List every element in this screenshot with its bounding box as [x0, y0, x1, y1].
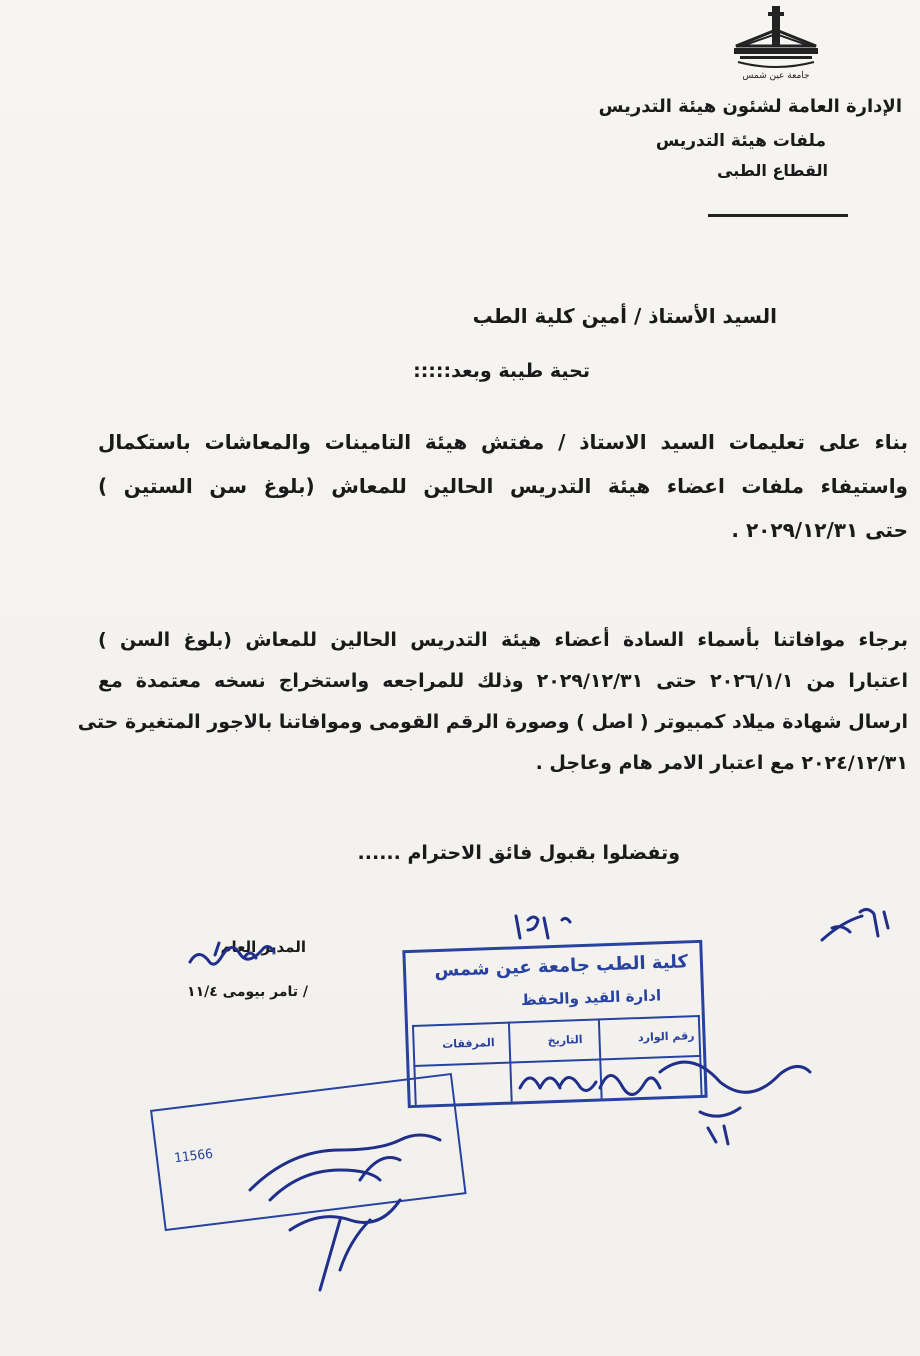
date-note — [516, 916, 570, 938]
secondary-stamp — [150, 1072, 472, 1229]
signature-name: / تامر بيومى ١١/٤ — [187, 984, 308, 1000]
stamp-faculty: كلية الطب جامعة عين شمس — [434, 951, 689, 982]
stamp-col-date: التاريخ — [547, 1033, 583, 1048]
header-files: ملفات هيئة التدريس — [655, 131, 826, 151]
paragraph-1-line: حتى ٢٠٢٩/١٢/٣١ . — [731, 518, 908, 542]
stamp-office: ادارة القيد والحفظ — [520, 986, 662, 1010]
university-logo — [728, 6, 824, 82]
letter-addressee: السيد الأستاذ / أمين كلية الطب — [472, 304, 777, 328]
stamp-col-attachments: المرفقات — [441, 1036, 495, 1051]
letter-greeting: تحية طيبة وبعد::::: — [413, 360, 590, 382]
stamp-col-number: رقم الوارد — [637, 1029, 695, 1045]
header-divider — [708, 214, 848, 217]
paragraph-1-line: بناء على تعليمات السيد الاستاذ / مفتش هيئة التامينات والمعاشات باستكمال — [98, 430, 908, 454]
svg-text:جامعة عين شمس: جامعة عين شمس — [742, 71, 810, 81]
header-department: الإدارة العامة لشئون هيئة التدريس — [598, 96, 902, 117]
letter-closing: وتفضلوا بقبول فائق الاحترام ...... — [357, 842, 680, 864]
margin-initials — [822, 909, 888, 940]
header-sector: القطاع الطبى — [717, 161, 828, 180]
signature-title: المدير العام — [220, 938, 306, 956]
paragraph-2-line: ٢٠٢٤/١٢/٣١ مع اعتبار الامر هام وعاجل . — [535, 752, 908, 774]
paragraph-2-line: برجاء موافاتنا بأسماء السادة أعضاء هيئة التدريس الحالين للمعاش (بلوغ السن ) — [98, 629, 908, 651]
paragraph-1-line: واستيفاء ملفات اعضاء هيئة التدريس الحالين للمعاش (بلوغ سن الستين ) — [98, 474, 908, 498]
paragraph-2-line: اعتبارا من ٢٠٢٦/١/١ حتى ٢٠٢٩/١٢/٣١ وذلك للمراجعه واستخراج نسخه معتمدة مع — [98, 670, 908, 692]
paragraph-1 — [98, 420, 908, 552]
paragraph-2-line: ارسال شهادة ميلاد كمبيوتر ( اصل ) وصورة الرقم القومى وموافاتنا بالاجور المتغيرة حتى — [77, 711, 908, 733]
secondary-stamp-number: 11566 — [173, 1146, 214, 1167]
paragraph-2 — [77, 620, 908, 784]
